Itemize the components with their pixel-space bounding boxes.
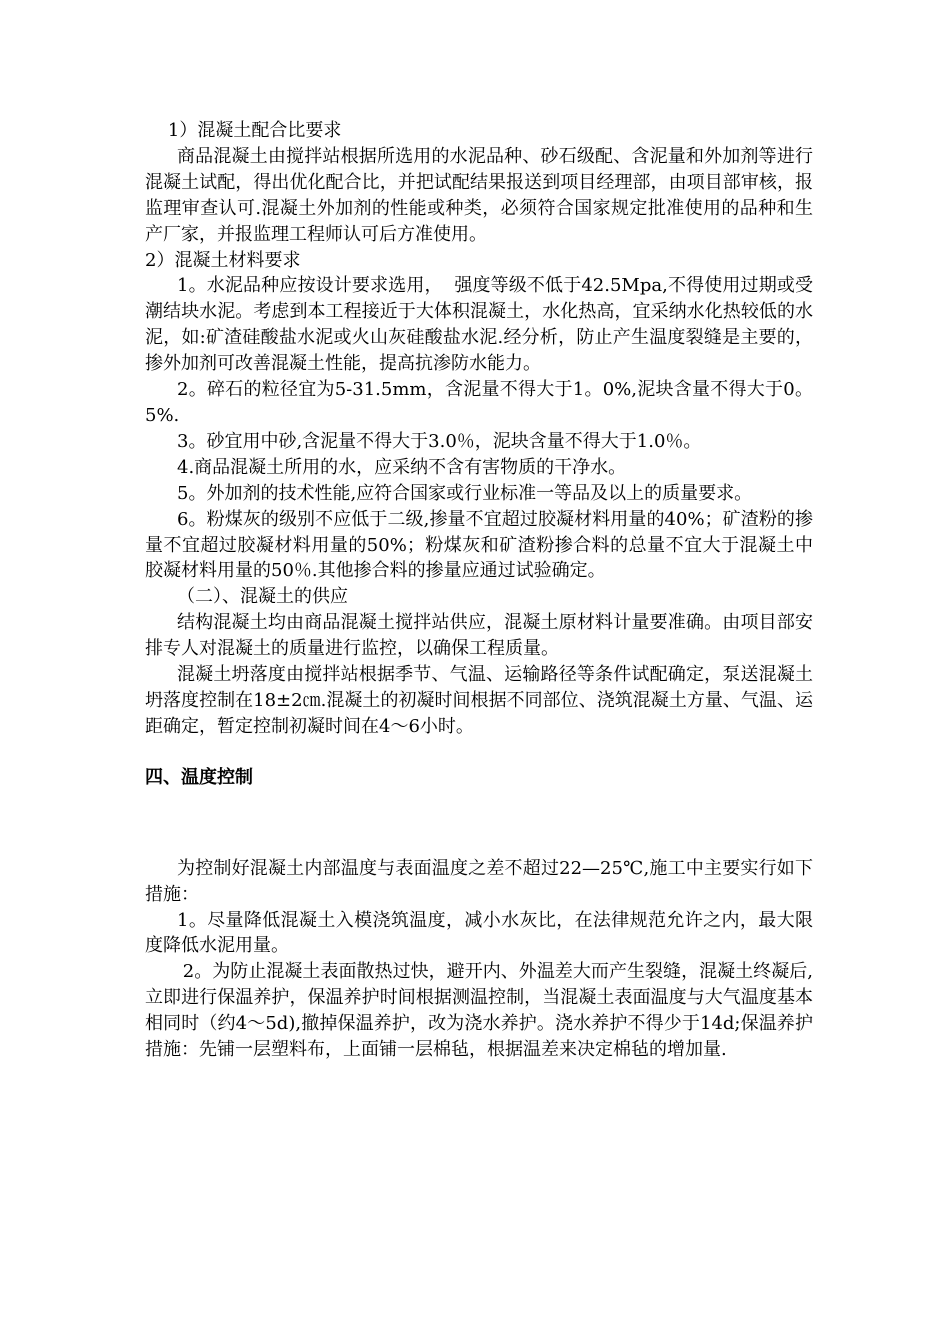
paragraph-mix-ratio: 商品混凝土由搅拌站根据所选用的水泥品种、砂石级配、含泥量和外加剂等进行混凝土试配，得出优化配合比，并把试配结果报送到项目经理部，由项目部审核，报监理审查认可.混凝土外加剂的性能或种类，必须符合国家规定批准使用的品种和生产厂家，并报监理工程师认可后方准使用。 [145,145,813,245]
paragraph-temperature-intro: 为控制好混凝土内部温度与表面温度之差不超过22—25℃,施工中主要实行如下措施： [145,857,813,905]
paragraph-slump: 混凝土坍落度由搅拌站根据季节、气温、运输路径等条件试配确定，泵送混凝土坍落度控制在18±2㎝.混凝土的初凝时间根据不同部位、浇筑混凝土方量、气温、运距确定，暂定控制初凝时间在4～6小时。 [145,664,813,737]
paragraph-measure-2: 2。为防止混凝土表面散热过快，避开内、外温差大而产生裂缝，混凝土终凝后,立即进行保温养护，保温养护时间根据测温控制，当混凝土表面温度与大气温度基本相同时（约4～5d),撤掉保温养护，改为浇水养护。浇水养护不得少于14d;保温养护措施：先铺一层塑料布，上面铺一层棉毡，根据温差来决定棉毡的增加量. [145,961,813,1061]
subheading-mix-ratio: 1）混凝土配合比要求 [145,120,342,141]
paragraph-measure-1: 1。尽量降低混凝土入模浇筑温度，减小水灰比，在法律规范允许之内，最大限度降低水泥用量。 [145,909,813,957]
subheading-supply: （二）、混凝土的供应 [177,586,348,608]
subheading-materials: 2）混凝土材料要求 [145,249,301,271]
paragraph-supply: 结构混凝土均由商品混凝土搅拌站供应，混凝土原材料计量要准确。由项目部安排专人对混凝土的质量进行监控，以确保工程质量。 [145,612,813,660]
paragraph-admixture: 5。外加剂的技术性能,应符合国家或行业标准一等品及以上的质量要求。 [177,482,753,504]
section-heading-temperature: 四、温度控制 [145,766,253,788]
paragraph-fly-ash: 6。粉煤灰的级别不应低于二级,掺量不宜超过胶凝材料用量的40%；矿渣粉的掺量不宜超过胶凝材料用量的50%；粉煤灰和矿渣粉掺合料的总量不宜大于混凝土中胶凝材料用量的50％.其他掺合料的掺量应通过试验确定。 [145,508,813,582]
document-page [145,118,813,1063]
paragraph-water: 4.商品混凝土所用的水，应采纳不含有害物质的干净水。 [177,456,627,478]
section-temperature-control [145,856,813,1063]
paragraph-gravel: 2。碎石的粒径宜为5-31.5mm，含泥量不得大于1。0%,泥块含量不得大于0。5%. [145,379,813,426]
paragraph-sand: 3。砂宜用中砂,含泥量不得大于3.0％，泥块含量不得大于1.0％。 [177,430,702,452]
section-concrete-requirements [145,118,813,740]
paragraph-cement: 1。水泥品种应按设计要求选用， 强度等级不低于42.5Mpa,不得使用过期或受潮结块水泥。考虑到本工程接近于大体积混凝土，水化热高，宜采纳水化热较低的水泥，如:矿渣硅酸盐水泥或火山灰硅酸盐水泥.经分析，防止产生温度裂缝是主要的，掺外加剂可改善混凝土性能，提高抗渗防水能力。 [145,275,813,375]
